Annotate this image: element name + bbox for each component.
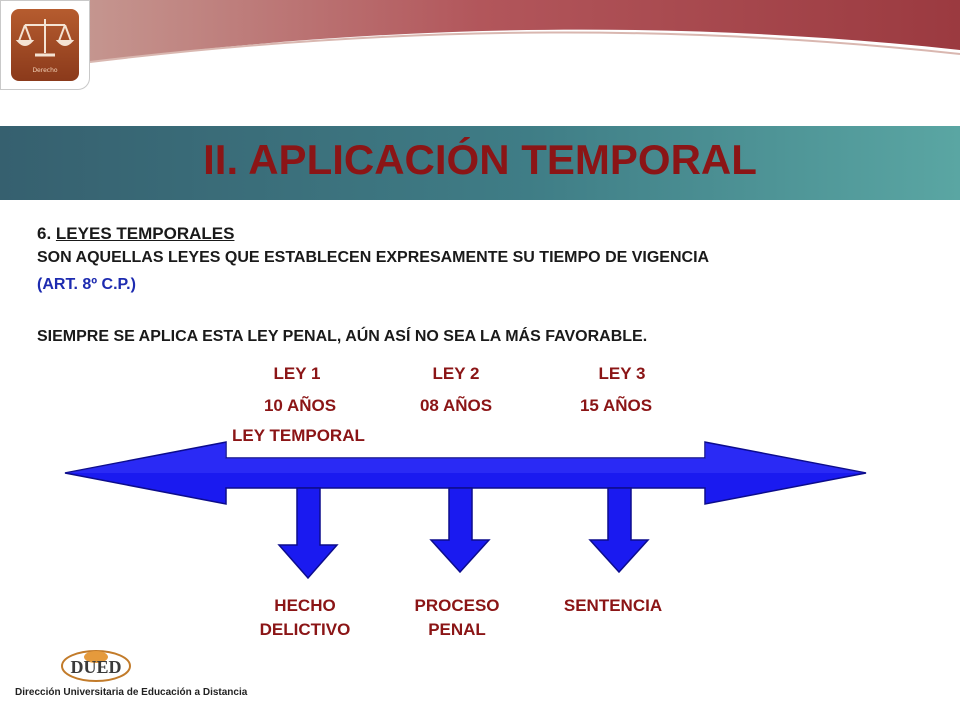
law-1-label: LEY 1 xyxy=(273,364,321,383)
down-arrow-sentencia xyxy=(590,488,648,572)
stage-hecho-delictivo xyxy=(240,594,370,642)
stage-2-line-2: PENAL xyxy=(428,620,486,639)
page-title: II. APLICACIÓN TEMPORAL xyxy=(203,136,757,183)
stage-proceso-penal xyxy=(392,594,522,642)
law-3-label: LEY 3 xyxy=(598,364,646,383)
header-swoosh xyxy=(0,0,960,110)
rule-text: SIEMPRE SE APLICA ESTA LEY PENAL, AÚN ASÍ NO SEA LA MÁS FAVORABLE. xyxy=(37,328,648,345)
temporal-law-label: LEY TEMPORAL xyxy=(232,426,365,445)
down-arrow-proceso xyxy=(431,488,489,572)
stage-1-line-2: DELICTIVO xyxy=(259,620,351,639)
stage-1-line-1: HECHO xyxy=(274,596,336,615)
logo-subtitle: Derecho xyxy=(32,67,58,74)
section-number: 6. xyxy=(37,224,52,243)
stage-sentencia xyxy=(548,594,678,618)
law-1-years: 10 AÑOS xyxy=(263,396,337,415)
faculty-logo xyxy=(0,0,90,90)
law-2-label: LEY 2 xyxy=(432,364,480,383)
stage-3-line-1: SENTENCIA xyxy=(563,596,663,615)
down-arrow-hecho xyxy=(279,488,337,578)
law-2-years: 08 AÑOS xyxy=(419,396,493,415)
article-reference: (ART. 8º C.P.) xyxy=(37,276,136,293)
footer-institution: Dirección Universitaria de Educación a Distancia xyxy=(15,687,248,698)
section-heading xyxy=(37,224,234,244)
section-heading-label: LEYES TEMPORALES xyxy=(55,224,235,243)
definition-text: SON AQUELLAS LEYES QUE ESTABLECEN EXPRESAMENTE SU TIEMPO DE VIGENCIA xyxy=(37,249,710,266)
stage-2-line-1: PROCESO xyxy=(414,596,500,615)
dued-logo xyxy=(60,648,132,684)
dued-logo-text: DUED xyxy=(70,657,122,677)
law-3-years: 15 AÑOS xyxy=(579,396,653,415)
timeline-diagram xyxy=(0,435,960,585)
